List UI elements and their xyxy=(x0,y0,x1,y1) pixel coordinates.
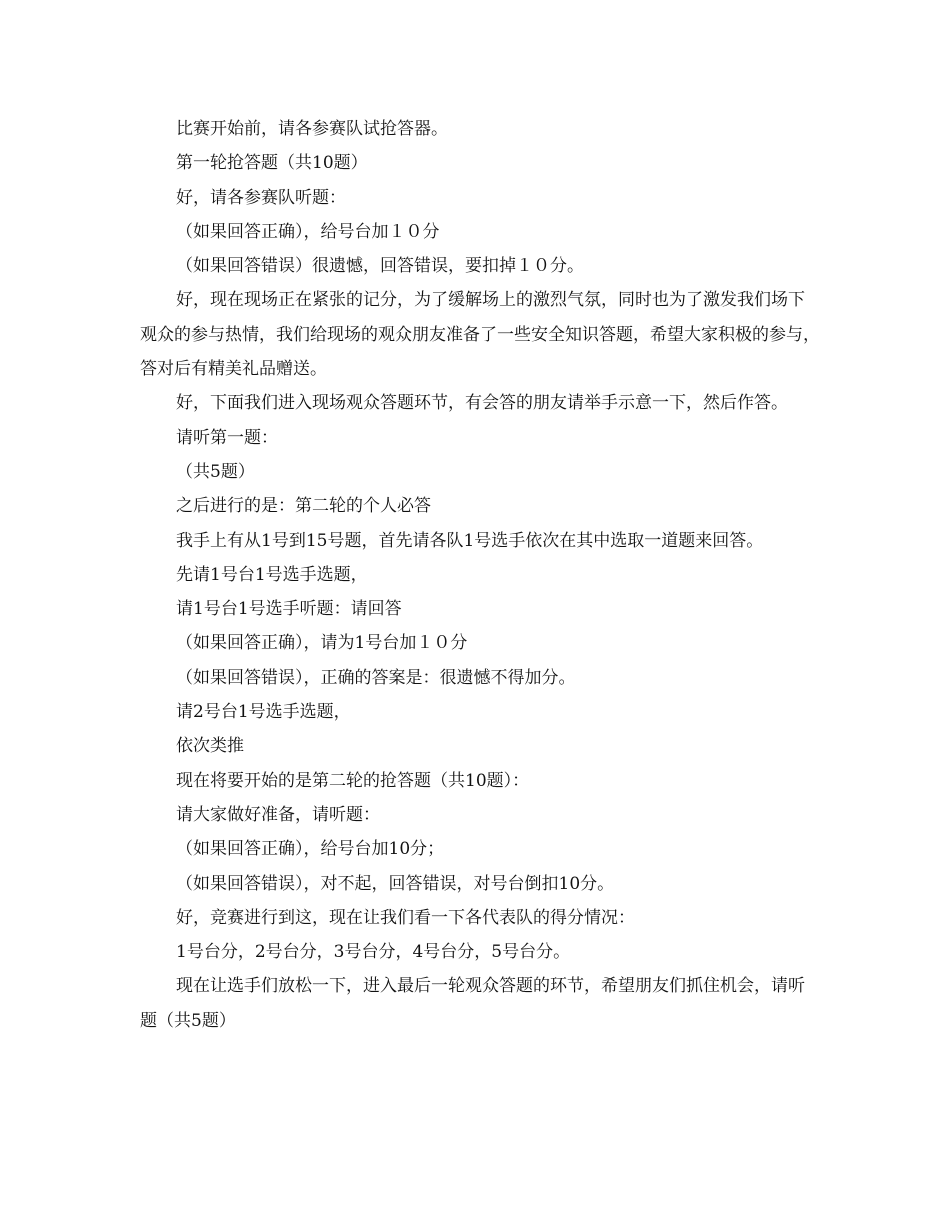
paragraph: 依次类推 xyxy=(176,736,244,757)
paragraph: （如果回答正确），给号台加１０分 xyxy=(176,221,440,242)
paragraph: 1号台分，2号台分，3号台分，4号台分，5号台分。 xyxy=(176,942,571,963)
paragraph: 请大家做好准备，请听题： xyxy=(176,804,380,825)
paragraph: 现在让选手们放松一下，进入最后一轮观众答题的环节，希望朋友们抓住机会，请听题（共5题） xyxy=(140,976,805,1031)
paragraph: 现在将要开始的是第二轮的抢答题（共10题）： xyxy=(176,770,530,791)
paragraph: （如果回答正确），请为1号台加１０分 xyxy=(176,633,468,654)
document-body xyxy=(140,112,820,1038)
paragraph: （如果回答正确），给号台加10分； xyxy=(176,839,445,860)
paragraph: 第一轮抢答题（共10题） xyxy=(176,153,368,174)
paragraph: （共5题） xyxy=(176,461,255,482)
paragraph: 请听第一题： xyxy=(176,427,278,448)
paragraph: 好，现在现场正在紧张的记分，为了缓解场上的激烈气氛，同时也为了激发我们场下观众的参与热情，我们给现场的观众朋友准备了一些安全知识答题，希望大家积极的参与，答对后有精美礼品赠送。 xyxy=(140,290,820,380)
paragraph: 好，竞赛进行到这，现在让我们看一下各代表队的得分情况： xyxy=(176,907,635,928)
paragraph: 之后进行的是：第二轮的个人必答 xyxy=(176,496,431,517)
paragraph: （如果回答错误），对不起，回答错误，对号台倒扣10分。 xyxy=(176,873,615,894)
paragraph: （如果回答错误），正确的答案是：很遗憾不得加分。 xyxy=(176,667,576,688)
paragraph: 好，请各参赛队听题： xyxy=(176,187,346,208)
paragraph: 好，下面我们进入现场观众答题环节，有会答的朋友请举手示意一下，然后作答。 xyxy=(176,393,788,414)
paragraph: 请2号台1号选手选题， xyxy=(176,702,351,723)
paragraph: （如果回答错误）很遗憾，回答错误，要扣掉１０分。 xyxy=(176,256,584,277)
paragraph: 我手上有从1号到15号题，首先请各队1号选手依次在其中选取一道题来回答。 xyxy=(176,530,764,551)
paragraph: 比赛开始前，请各参赛队试抢答器。 xyxy=(176,119,448,139)
paragraph: 先请1号台1号选手选题， xyxy=(176,564,368,585)
paragraph: 请1号台1号选手听题：请回答 xyxy=(176,599,402,620)
